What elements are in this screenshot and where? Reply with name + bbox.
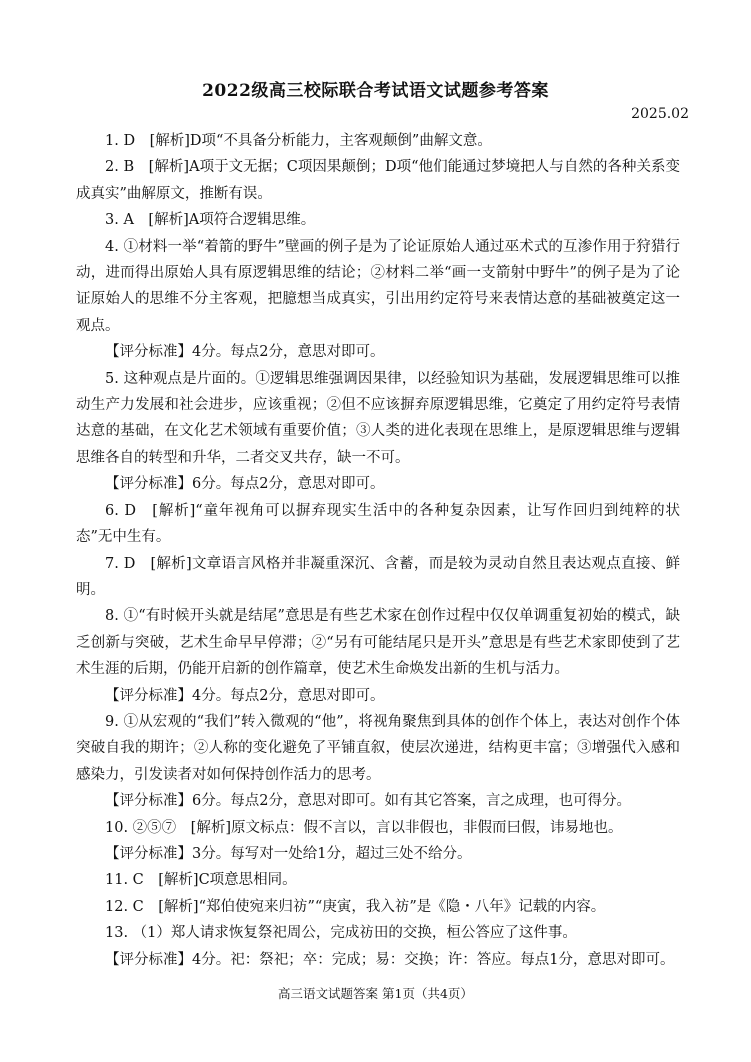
answer-paragraph: 13. （1）郑人请求恢复祭祀周公，完成祊田的交换，桓公答应了这件事。 (105, 925, 577, 942)
scoring-criteria: 【评分标准】3分。每写对一处给1分，超过三处不给分。 (105, 845, 472, 862)
answer-paragraph: 7. D [解析]文章语言风格并非凝重深沉、含蓄，而是较为灵动自然且表达观点直接、鲜明。 (76, 555, 680, 598)
answer-paragraph: 1. D [解析]D项“不具备分析能力，主客观颠倒”曲解文意。 (105, 133, 492, 149)
answer-paragraph: 9. ①从宏观的“我们”转入微观的“他”，将视角聚焦到具体的创作个体上，表达对创作个体突破自我的期许；②人称的变化避免了平铺直叙，使层次递进，结构更丰富；③增强代入感和感染力，引发读者对如何保持创作活力的思考。 (76, 713, 680, 783)
answer-paragraph: 12. C [解析]“郑伯使宛来归祊”“庚寅，我入祊”是《隐・八年》记载的内容。 (105, 898, 606, 915)
answer-paragraph: 8. ①“有时候开头就是结尾”意思是有些艺术家在创作过程中仅仅单调重复初始的模式，缺乏创新与突破，艺术生命早早停滞；②“另有可能结尾只是开头”意思是有些艺术家即使到了艺术生涯的后期，仍能开启新的创作篇章，使艺术生命焕发出新的生机与活力。 (76, 608, 680, 678)
page-footer: 高三语文试题答案 第1页（共4页） (278, 986, 473, 1001)
answer-paragraph: 3. A [解析]A项符合逻辑思维。 (105, 212, 316, 229)
scoring-criteria: 【评分标准】4分。祀：祭祀；卒：完成；易：交换；许：答应。每点1分，意思对即可。 (105, 951, 675, 968)
document-title: 2022级高三校际联合考试语文试题参考答案 (202, 81, 549, 101)
scoring-criteria: 【评分标准】4分。每点2分，意思对即可。 (105, 344, 385, 361)
answer-content (76, 128, 680, 973)
answer-paragraph: 4. ①材料一举“着箭的野牛”壁画的例子是为了论证原始人通过巫术式的互渗作用于狩猎行动，进而得出原始人具有原逻辑思维的结论；②材料二举“画一支箭射中野牛”的例子是为了论证原始人的思维不分主客观，把臆想当成真实，引出用约定符号来表情达意的基础被奠定这一观点。 (76, 238, 680, 334)
answer-paragraph: 5. 这种观点是片面的。①逻辑思维强调因果律，以经验知识为基础，发展逻辑思维可以推动生产力发展和社会进步，应该重视；②但不应该摒弃原逻辑思维，它奠定了用约定符号表情达意的基础，在文化艺术领域有重要价值；③人类的进化表现在思维上，是原逻辑思维与逻辑思维各自的转型和升华，二者交叉共存，缺一不可。 (76, 370, 680, 466)
answer-paragraph: 2. B [解析]A项于文无据；C项因果颠倒；D项“他们能通过梦境把人与自然的各种关系变成真实”曲解原文，推断有误。 (76, 159, 680, 202)
answer-paragraph: 6. D [解析]“童年视角可以摒弃现实生活中的各种复杂因素，让写作回归到纯粹的状态”无中生有。 (76, 502, 680, 546)
scoring-criteria: 【评分标准】6分。每点2分，意思对即可。如有其它答案，言之成理，也可得分。 (105, 793, 631, 810)
answer-paragraph: 10. ②⑤⑦ [解析]原文标点：假不言以，言以非假也，非假而曰假，讳易地也。 (105, 819, 623, 836)
answer-paragraph: 11. C [解析]C项意思相同。 (105, 872, 297, 889)
scoring-criteria: 【评分标准】4分。每点2分，意思对即可。 (105, 687, 385, 704)
document-date: 2025.02 (631, 106, 689, 122)
scoring-criteria: 【评分标准】6分。每点2分，意思对即可。 (105, 476, 385, 493)
